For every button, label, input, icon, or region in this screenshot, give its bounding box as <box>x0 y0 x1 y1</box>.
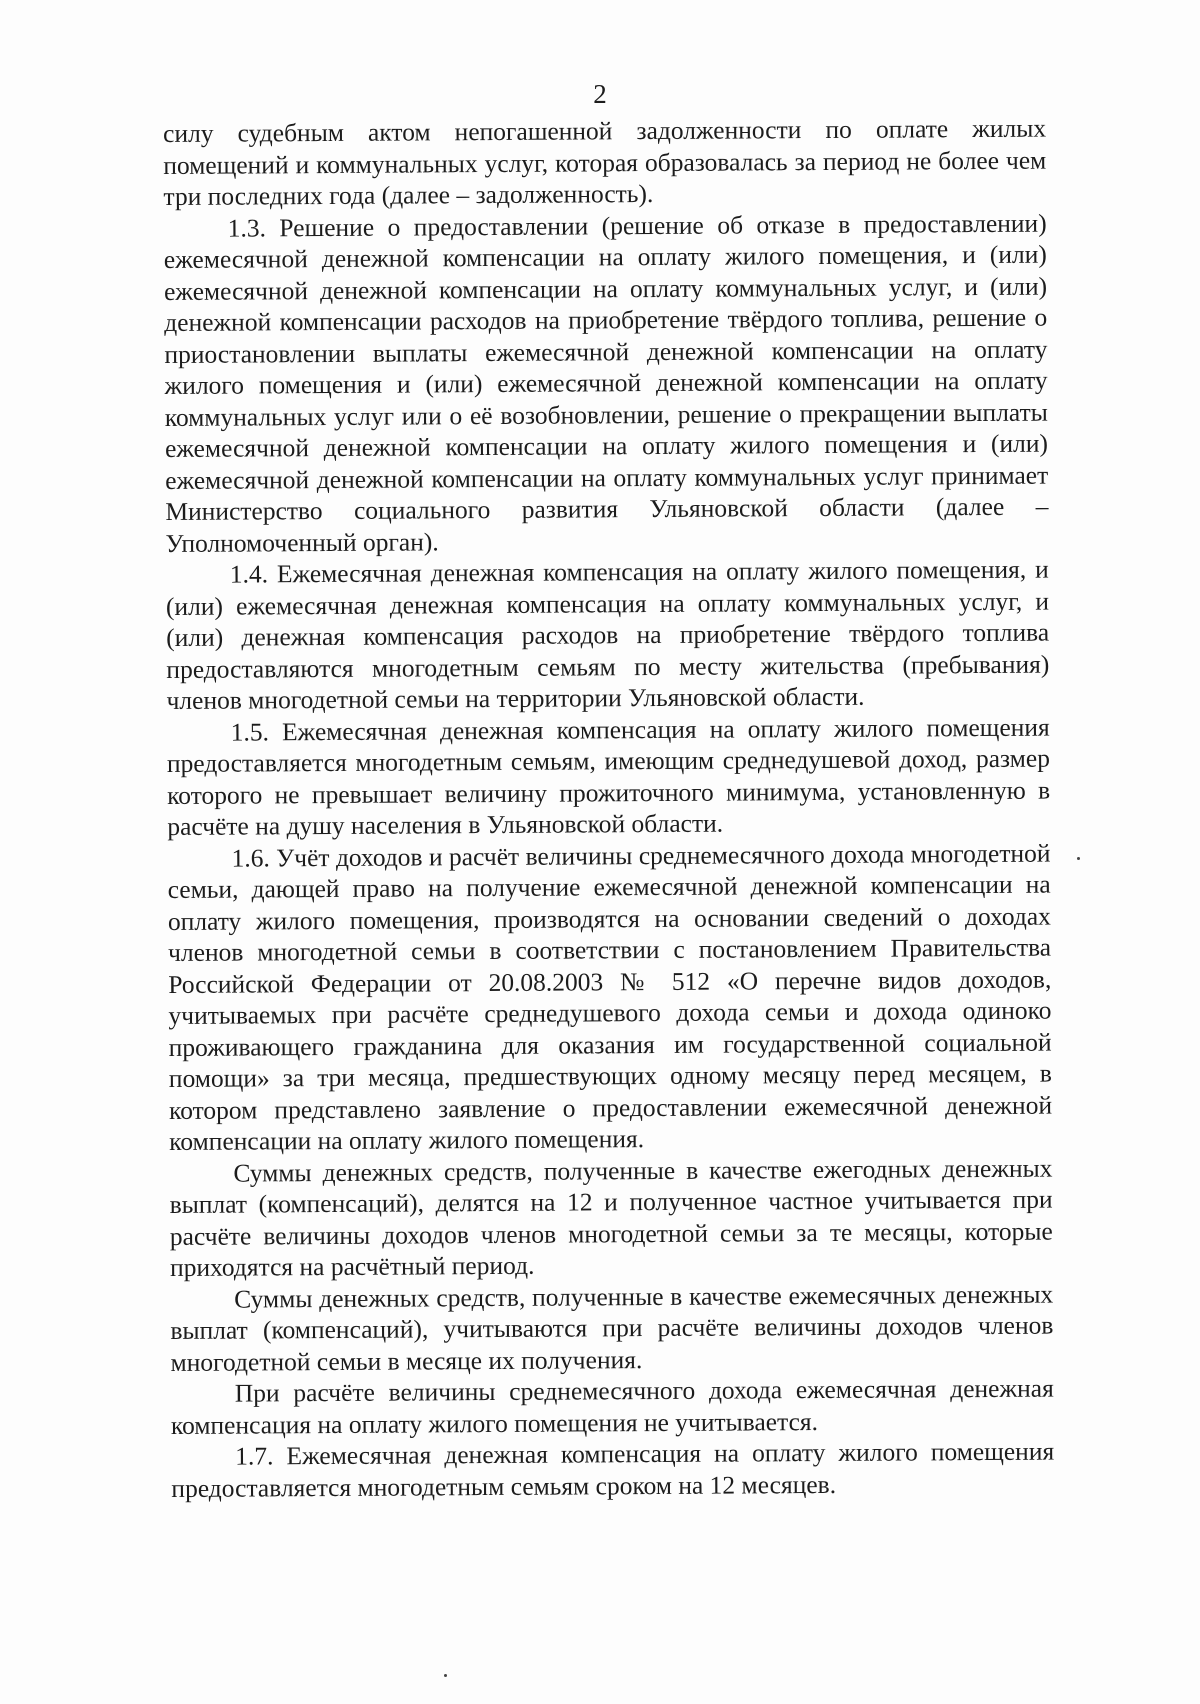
paragraph-continuation: силу судебным актом непогашенной задолженности по оплате жилых помещений и коммунальных услуг, которая образовалась за период не более чем три последних года (далее – задолженность). <box>163 113 1047 211</box>
document-body <box>163 113 1054 1504</box>
paragraph-1-4: 1.4. Ежемесячная денежная компенсация на оплату жилого помещения, и (или) ежемесячная денежная компенсация на оплату коммунальных услуг, и (или) денежная компенсация расходов на приобретение твёрдого топлива предоставляются многодетным семьям по месту жительства (пребывания) членов многодетной семьи на территории Ульяновской области. <box>165 554 1050 715</box>
paragraph-income-calculation: При расчёте величины среднемесячного дохода ежемесячная денежная компенсация на оплату жилого помещения не учитывается. <box>170 1373 1054 1440</box>
page-number: 2 <box>593 79 607 109</box>
scan-speck <box>1077 857 1080 860</box>
paragraph-annual-payments: Суммы денежных средств, полученные в качестве ежегодных денежных выплат (компенсаций), делятся на 12 и полученное частное учитывается при расчёте величины доходов членов многодетной семьи за те месяцы, которые приходятся на расчётный период. <box>169 1153 1053 1282</box>
paragraph-1-7: 1.7. Ежемесячная денежная компенсация на оплату жилого помещения предоставляется многодетным семьям сроком на 12 месяцев. <box>171 1436 1055 1503</box>
paragraph-monthly-payments: Суммы денежных средств, полученные в качестве ежемесячных денежных выплат (компенсаций), учитываются при расчёте величины доходов членов многодетной семьи в месяце их получения. <box>170 1279 1054 1377</box>
paragraph-1-3: 1.3. Решение о предоставлении (решение об отказе в предоставлении) ежемесячной денежной компенсации на оплату жилого помещения, и (или) ежемесячной денежной компенсации на оплату коммунальных услуг, и (или) денежной компенсации расходов на приобретение твёрдого топлива, решение о приостановлении выплаты ежемесячной денежной компенсации на оплату жилого помещения и (или) ежемесячной денежной компенсации на оплату коммунальных услуг или о её возобновлении, решение о прекращении выплаты ежемесячной денежной компенсации на оплату жилого помещения и (или) ежемесячной денежной компенсации на оплату коммунальных услуг принимает Министерство социального развития Ульяновской области (далее – Уполномоченный орган). <box>163 208 1049 558</box>
scan-speck <box>444 1674 447 1677</box>
paragraph-1-6: 1.6. Учёт доходов и расчёт величины среднемесячного дохода многодетной семьи, дающей право на получение ежемесячной денежной компенсации на оплату жилого помещения, производятся на основании сведений о доходах членов многодетной семьи в соответствии с постановлением Правительства Российской Федерации от 20.08.2003 № 512 «О перечне видов доходов, учитываемых при расчёте среднедушевого дохода семьи и дохода одиноко проживающего гражданина для оказания им государственной социальной помощи» за три месяца, предшествующих одному месяцу перед месяцем, в котором представлено заявление о предоставлении ежемесячной денежной компенсации на оплату жилого помещения. <box>167 838 1053 1156</box>
paragraph-1-5: 1.5. Ежемесячная денежная компенсация на оплату жилого помещения предоставляется многодетным семьям, имеющим среднедушевой доход, размер которого не превышает величину прожиточного минимума, установленную в расчёте на душу населения в Ульяновской области. <box>166 712 1051 841</box>
